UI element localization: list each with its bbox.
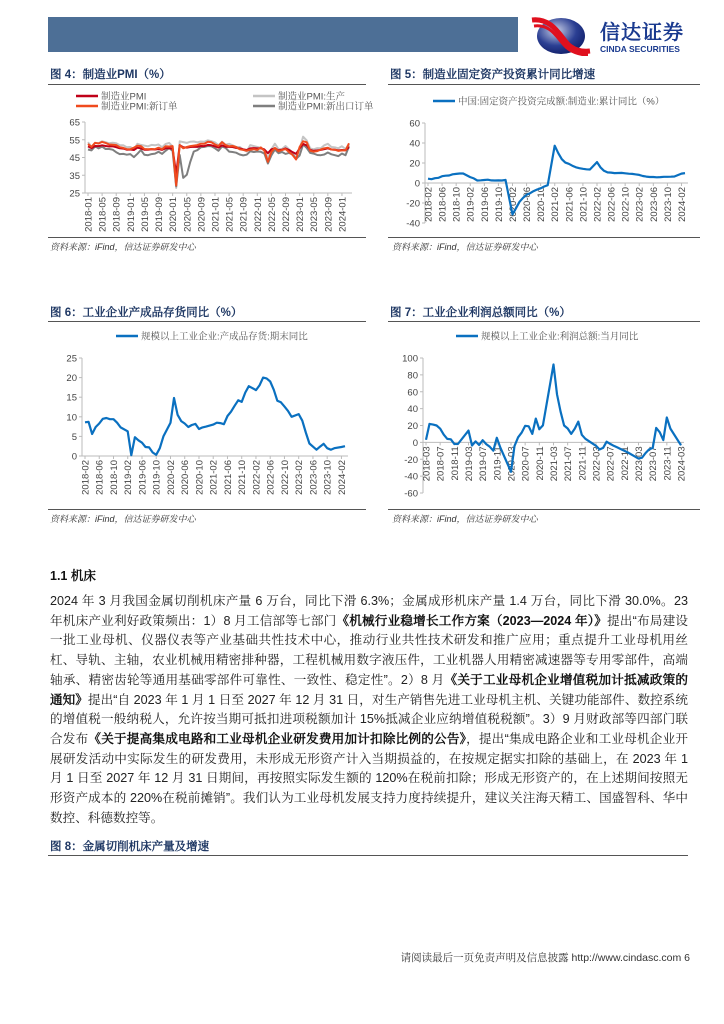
y-tick-label: 0 (412, 437, 418, 449)
policy-title: 《关于工业母机企业增值税加计抵减政策的通知》 (50, 672, 689, 707)
paragraph-text: 提出“布局建设一批工业母机、仪器仪表等产业基础共性技术中心，推动行业共性技术研发和推广应用；重点提升工业母机用丝杠、导轨、主轴，农业机械用精密排种器，工程机械用数字液压件，工业机器人用精密减速器等专用零部件，高端轴承、精密齿轮等通用基础零部件可靠性、一致性、稳定性”。2）8 月 (50, 613, 688, 687)
x-tick-label: 2019-01 (125, 197, 137, 232)
legend-label: 中国:固定资产投资完成额:制造业:累计同比（%） (458, 96, 665, 108)
x-tick-label: 2022-03 (591, 446, 603, 482)
x-tick-label: 2020-06 (180, 460, 192, 495)
x-tick-label: 2020-07 (520, 446, 532, 482)
x-tick-label: 2023-06 (648, 187, 660, 222)
x-tick-label: 2022-06 (606, 187, 618, 222)
y-tick-label: 15 (66, 392, 77, 404)
x-tick-label: 2019-10 (151, 460, 163, 495)
x-tick-label: 2019-09 (154, 197, 166, 232)
x-tick-label: 2022-02 (251, 460, 263, 495)
x-tick-label: 2023-11 (662, 446, 674, 481)
x-tick-label: 2023-09 (323, 197, 335, 232)
y-tick-label: 60 (409, 118, 420, 130)
y-tick-label: 10 (66, 412, 77, 424)
y-tick-label: -20 (406, 198, 420, 210)
x-tick-label: 2020-09 (196, 197, 208, 232)
y-tick-label: 40 (407, 404, 418, 416)
policy-title: 《机械行业稳增长工作方案（2023—2024 年）》 (336, 613, 608, 628)
figure-7-chart (388, 322, 700, 507)
x-tick-label: 2020-11 (534, 446, 546, 481)
figure-6-title: 图 6：工业企业产成品存货同比（%） (50, 307, 243, 319)
x-tick-label: 2021-07 (563, 446, 575, 482)
x-tick-label: 2024-02 (676, 187, 688, 222)
cinda-emblem-icon (530, 14, 592, 56)
x-tick-label: 2023-02 (294, 460, 306, 495)
x-tick-label: 2023-10 (662, 187, 674, 222)
x-tick-label: 2023-07 (648, 446, 660, 482)
x-tick-label: 2022-09 (281, 197, 293, 232)
x-tick-label: 2018-07 (435, 446, 447, 482)
x-tick-label: 2021-06 (222, 460, 234, 495)
x-tick-label: 2020-02 (507, 187, 519, 222)
figure-7-title: 图 7：工业企业利润总额同比（%） (390, 307, 571, 319)
y-tick-label: 45 (69, 153, 80, 164)
x-tick-label: 2021-05 (224, 197, 236, 232)
y-tick-label: 55 (69, 135, 80, 147)
y-tick-label: 65 (69, 117, 80, 129)
x-tick-label: 2019-06 (479, 187, 491, 222)
figure-4-source: 资料来源：iFind，信达证券研发中心 (50, 242, 196, 252)
x-tick-label: 2019-06 (137, 460, 149, 495)
figure-4-bottom-rule (48, 237, 366, 238)
x-tick-label: 2018-10 (108, 460, 120, 495)
x-tick-label: 2018-06 (94, 460, 106, 495)
x-tick-label: 2019-11 (492, 446, 504, 481)
body-paragraph (50, 592, 688, 828)
series-line (85, 378, 345, 456)
x-tick-label: 2020-10 (536, 187, 548, 222)
x-tick-label: 2018-09 (111, 197, 123, 232)
figure-5-bottom-rule (388, 237, 700, 238)
y-tick-label: 0 (71, 451, 77, 463)
y-tick-label: 20 (407, 421, 418, 432)
x-tick-label: 2021-10 (578, 187, 590, 222)
x-tick-label: 2023-06 (308, 460, 320, 495)
paragraph-text: 2024 年 3 月我国金属切削机床产量 6 万台，同比下滑 6.3%；金属成形机床产量 1.4 万台，同比下滑 30.0%。23 年机床产业利好政策频出：1）8 月工信部等七部门 (50, 594, 688, 628)
legend-label: 制造业PMI:生产 (278, 91, 346, 103)
figure-7-bottom-rule (388, 509, 700, 510)
y-tick-label: 0 (414, 178, 420, 190)
x-tick-label: 2020-05 (182, 197, 194, 232)
x-tick-label: 2018-11 (449, 446, 461, 481)
y-tick-label: 25 (69, 188, 80, 200)
figure-6-chart (48, 322, 366, 507)
y-tick-label: 20 (66, 373, 77, 385)
x-tick-label: 2022-07 (605, 446, 617, 482)
figure-5-title: 图 5：制造业固定资产投资累计同比增速 (390, 69, 596, 81)
cinda-logo (530, 14, 705, 56)
x-tick-label: 2022-02 (592, 187, 604, 222)
x-tick-label: 2023-10 (322, 460, 334, 495)
figure-5-chart (388, 88, 700, 238)
x-tick-label: 2021-01 (210, 197, 222, 232)
x-tick-label: 2018-03 (421, 446, 433, 482)
y-tick-label: -40 (406, 218, 420, 230)
figure-5-source: 资料来源：iFind，信达证券研发中心 (392, 242, 538, 252)
section-heading: 1.1 机床 (50, 569, 96, 583)
figure-4-title: 图 4：制造业PMI（%） (50, 69, 171, 81)
x-tick-label: 2018-01 (83, 197, 95, 232)
y-tick-label: 5 (71, 431, 77, 443)
brand-name-en: CINDA SECURITIES (600, 44, 680, 54)
figure-7-source: 资料来源：iFind，信达证券研发中心 (392, 514, 538, 524)
figure-8-title: 图 8：金属切削机床产量及增速 (50, 841, 210, 853)
x-tick-label: 2022-10 (620, 187, 632, 222)
x-tick-label: 2019-02 (465, 187, 477, 222)
x-tick-label: 2022-11 (619, 446, 631, 481)
y-tick-label: 40 (409, 138, 420, 150)
x-tick-label: 2022-01 (252, 197, 264, 232)
x-tick-label: 2022-06 (265, 460, 277, 495)
x-tick-label: 2024-02 (336, 460, 348, 495)
x-tick-label: 2021-10 (237, 460, 249, 495)
y-tick-label: -60 (404, 488, 418, 500)
figure-6-source: 资料来源：iFind，信达证券研发中心 (50, 514, 196, 524)
series-line (88, 137, 349, 188)
x-tick-label: 2018-10 (451, 187, 463, 222)
x-tick-label: 2020-03 (506, 446, 518, 482)
figure-6-bottom-rule (48, 509, 366, 510)
x-tick-label: 2018-06 (437, 187, 449, 222)
x-tick-label: 2018-02 (80, 460, 92, 495)
x-tick-label: 2024-03 (676, 446, 688, 482)
x-tick-label: 2024-01 (337, 197, 349, 232)
figure-4-chart (48, 88, 374, 238)
y-tick-label: 80 (407, 370, 418, 382)
x-tick-label: 2022-10 (279, 460, 291, 495)
y-tick-label: 35 (69, 170, 80, 182)
paragraph-text: ，提出“集成电路企业和工业母机企业开展研发活动中实际发生的研发费用，未形成无形资产计入当期损益的，在按规定据实扣除的基础上，在 2023 年 1 月 1 日至 2027 年 12 月 31 日期间，再按照实际发生额的 120%在税前扣除；形成无形资产的，在上述期间按照无形资产成本的 220%在税前摊销”。我们认为工业母机发展支持力度持续提升，建议关注海天精工、国盛智科、华中数控、科德数控等。 (50, 731, 688, 825)
x-tick-label: 2023-01 (295, 197, 307, 232)
x-tick-label: 2020-01 (168, 197, 180, 232)
brand-name-cn: 信达证券 (600, 22, 684, 44)
x-tick-label: 2023-03 (634, 446, 645, 482)
figure-5-rule (388, 84, 700, 85)
paragraph-text: 提出“自 2023 年 1 月 1 日至 2027 年 12 月 31 日，对生产销售先进工业母机主机、关键功能部件、数控系统的增值税一般纳税人，允许按当期可抵扣进项税额加计 15%抵减企业应纳增值税税额”。3）9 月财政部等四部门联合发布 (50, 692, 688, 746)
header-band (48, 17, 518, 52)
x-tick-label: 2022-05 (266, 197, 278, 232)
y-tick-label: -40 (404, 471, 418, 483)
x-tick-label: 2021-09 (238, 197, 250, 232)
legend-label: 制造业PMI:新出口订单 (278, 101, 374, 113)
page-footer: 请阅读最后一页免责声明及信息披露 http://www.cindasc.com 6 (400, 952, 690, 964)
figure-8-rule (48, 855, 688, 856)
x-tick-label: 2018-05 (97, 197, 109, 232)
x-tick-label: 2019-02 (123, 460, 135, 495)
x-tick-label: 2021-06 (564, 187, 576, 222)
x-tick-label: 2020-10 (194, 460, 206, 495)
x-tick-label: 2020-06 (522, 187, 534, 222)
x-tick-label: 2021-03 (549, 446, 560, 482)
legend-label: 规模以上工业企业:产成品存货:期末同比 (141, 331, 308, 343)
x-tick-label: 2019-03 (464, 446, 475, 482)
policy-title: 《关于提高集成电路和工业母机企业研发费用加计扣除比例的公告》 (88, 731, 467, 746)
legend-label: 制造业PMI:新订单 (101, 101, 178, 113)
y-tick-label: -20 (404, 454, 418, 466)
x-tick-label: 2021-11 (577, 446, 589, 481)
y-tick-label: 100 (402, 353, 418, 365)
x-tick-label: 2019-05 (139, 197, 151, 232)
x-tick-label: 2021-02 (550, 187, 562, 222)
x-tick-label: 2019-10 (493, 187, 505, 222)
x-tick-label: 2023-05 (309, 197, 321, 232)
x-tick-label: 2023-02 (634, 187, 646, 222)
x-tick-label: 2021-02 (208, 460, 220, 495)
y-tick-label: 60 (407, 387, 418, 399)
x-tick-label: 2018-02 (423, 187, 435, 222)
legend-label: 制造业PMI (101, 91, 147, 103)
y-tick-label: 25 (66, 353, 77, 365)
x-tick-label: 2020-02 (165, 460, 177, 495)
figure-4-rule (48, 84, 366, 85)
legend-label: 规模以上工业企业:利润总额:当月同比 (481, 331, 639, 343)
x-tick-label: 2019-07 (478, 446, 490, 482)
y-tick-label: 20 (409, 158, 420, 170)
